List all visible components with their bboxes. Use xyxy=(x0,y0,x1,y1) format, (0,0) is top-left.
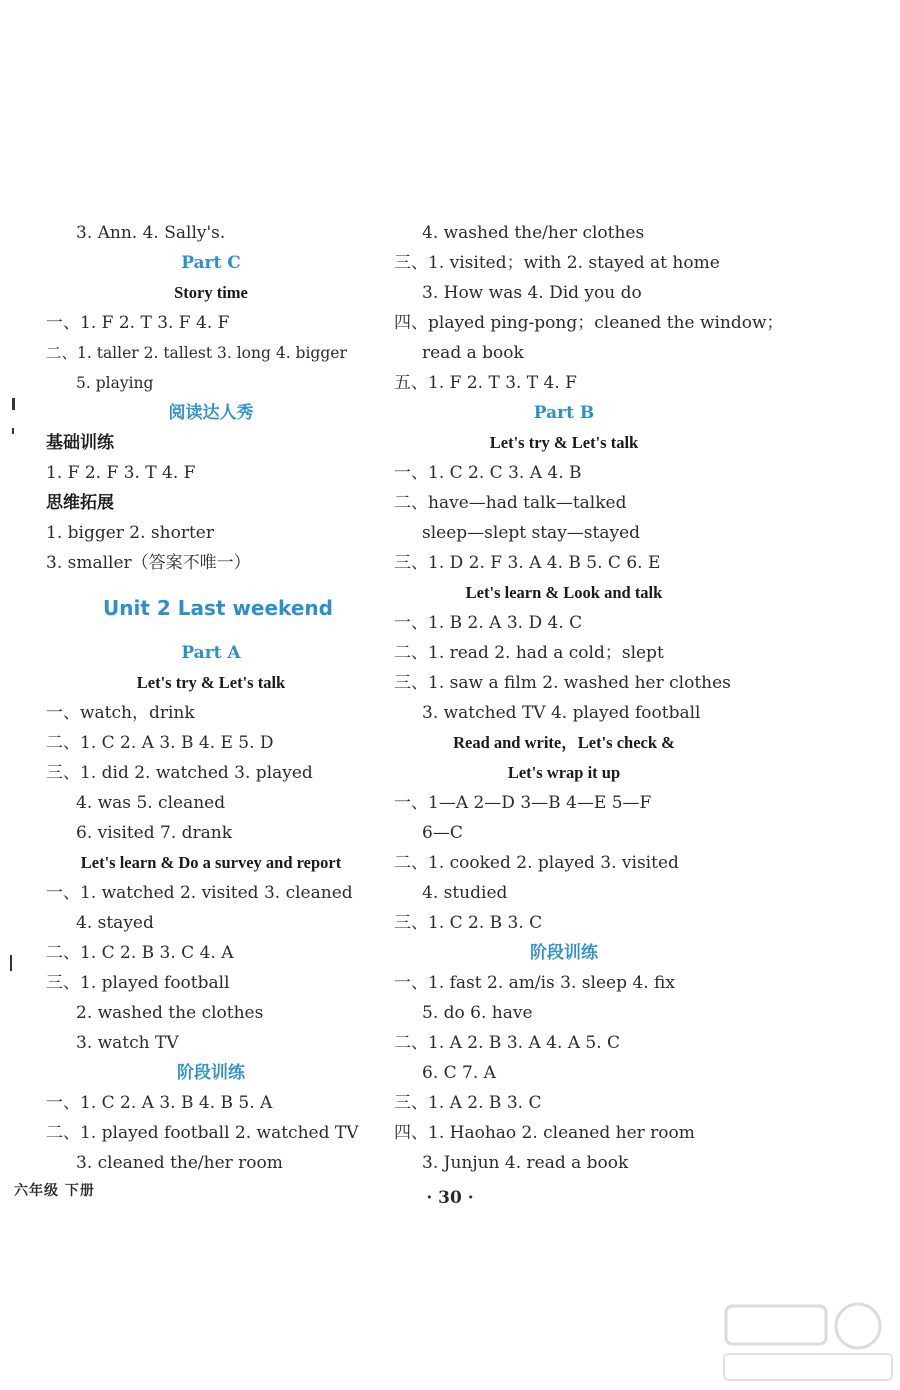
answer-line: 3. smaller（答案不唯一） xyxy=(46,553,251,573)
chinese-section-heading: 阅读达人秀 xyxy=(168,403,254,423)
answer-line: 4. washed the/her clothes xyxy=(422,223,645,243)
answer-line: 四、played ping-pong；cleaned the window； xyxy=(394,313,784,333)
answer-line: 4. stayed xyxy=(76,913,154,933)
subsection-heading: 思维拓展 xyxy=(46,493,114,513)
answer-line: 三、1. visited；with 2. stayed at home xyxy=(394,253,720,273)
answer-line: 3. Junjun 4. read a book xyxy=(422,1153,629,1173)
answer-line: 5. do 6. have xyxy=(422,1003,533,1023)
chinese-section-heading: 阶段训练 xyxy=(530,943,598,963)
part-heading: Part C xyxy=(181,253,241,273)
answer-line: 3. watched TV 4. played football xyxy=(422,703,701,723)
answer-line: 一、watch，drink xyxy=(46,703,195,723)
chinese-section-heading: 阶段训练 xyxy=(177,1063,245,1083)
subsection-heading: 基础训练 xyxy=(46,433,114,453)
answer-line: 二、have—had talk—talked xyxy=(394,493,627,513)
answer-line: 三、1. C 2. B 3. C xyxy=(394,913,543,933)
section-heading: Let's learn & Do a survey and report xyxy=(80,853,342,872)
answer-line: 2. washed the clothes xyxy=(76,1003,264,1023)
answer-line: 四、1. Haohao 2. cleaned her room xyxy=(394,1123,695,1143)
answer-line: 三、1. saw a film 2. washed her clothes xyxy=(394,673,731,693)
answer-line: 1. F 2. F 3. T 4. F xyxy=(46,463,196,483)
answer-line: 6—C xyxy=(422,823,463,843)
answer-line: 二、1. cooked 2. played 3. visited xyxy=(394,853,679,873)
scan-mark xyxy=(12,398,15,410)
unit-title: Unit 2 Last weekend xyxy=(103,596,333,620)
watermark-logo xyxy=(718,1300,898,1386)
answer-line: 三、1. did 2. watched 3. played xyxy=(46,763,313,783)
right-column xyxy=(394,218,784,1178)
answer-line: 一、1. fast 2. am/is 3. sleep 4. fix xyxy=(394,973,675,993)
section-heading: Let's try & Let's talk xyxy=(136,673,286,692)
answer-line: 3. cleaned the/her room xyxy=(76,1153,283,1173)
scan-mark xyxy=(10,955,12,971)
answer-line: 一、1. C 2. C 3. A 4. B xyxy=(394,463,582,483)
section-heading: Read and write，Let's check & xyxy=(453,733,675,752)
part-heading: Part A xyxy=(181,643,241,663)
answer-line: 三、1. played football xyxy=(46,973,230,993)
answer-line: 一、1. B 2. A 3. D 4. C xyxy=(394,613,583,633)
answer-line: 3. Ann. 4. Sally's. xyxy=(76,223,226,243)
answer-line: 五、1. F 2. T 3. T 4. F xyxy=(394,373,577,393)
answer-line: 6. C 7. A xyxy=(422,1063,496,1083)
section-heading: Let's try & Let's talk xyxy=(489,433,639,452)
section-heading: Let's wrap it up xyxy=(507,763,621,782)
answer-line: 二、1. A 2. B 3. A 4. A 5. C xyxy=(394,1033,621,1053)
answer-line: 二、1. C 2. B 3. C 4. A xyxy=(46,943,234,963)
answer-line: 1. bigger 2. shorter xyxy=(46,523,214,543)
answer-line: 二、1. taller 2. tallest 3. long 4. bigger xyxy=(46,344,347,362)
answer-line: sleep—slept stay—stayed xyxy=(422,523,641,543)
answer-line: 6. visited 7. drank xyxy=(76,823,233,843)
page-number: · 30 · xyxy=(426,1188,474,1208)
answer-line: 3. watch TV xyxy=(76,1033,179,1053)
answer-line: read a book xyxy=(422,343,524,363)
answer-line: 二、1. played football 2. watched TV xyxy=(46,1123,359,1143)
answer-line: 一、1. F 2. T 3. F 4. F xyxy=(46,313,230,333)
scan-mark xyxy=(12,428,14,434)
answer-line: 一、1. C 2. A 3. B 4. B 5. A xyxy=(46,1093,273,1113)
answer-line: 3. How was 4. Did you do xyxy=(422,283,642,303)
answer-line: 二、1. read 2. had a cold；slept xyxy=(394,643,664,663)
answer-line: 4. was 5. cleaned xyxy=(76,793,226,813)
answer-line: 三、1. A 2. B 3. C xyxy=(394,1093,542,1113)
section-heading: Story time xyxy=(174,283,248,302)
answer-line: 5. playing xyxy=(76,374,154,392)
answer-line: 二、1. C 2. A 3. B 4. E 5. D xyxy=(46,733,274,753)
left-column xyxy=(46,218,376,1178)
section-heading: Let's learn & Look and talk xyxy=(465,583,663,602)
answer-line: 一、1. watched 2. visited 3. cleaned xyxy=(46,883,353,903)
grade-label: 六年级 下册 xyxy=(14,1183,95,1199)
answer-line: 三、1. D 2. F 3. A 4. B 5. C 6. E xyxy=(394,553,661,573)
part-heading: Part B xyxy=(533,403,595,423)
answer-line: 4. studied xyxy=(422,883,508,903)
answer-line: 一、1—A 2—D 3—B 4—E 5—F xyxy=(394,793,652,813)
